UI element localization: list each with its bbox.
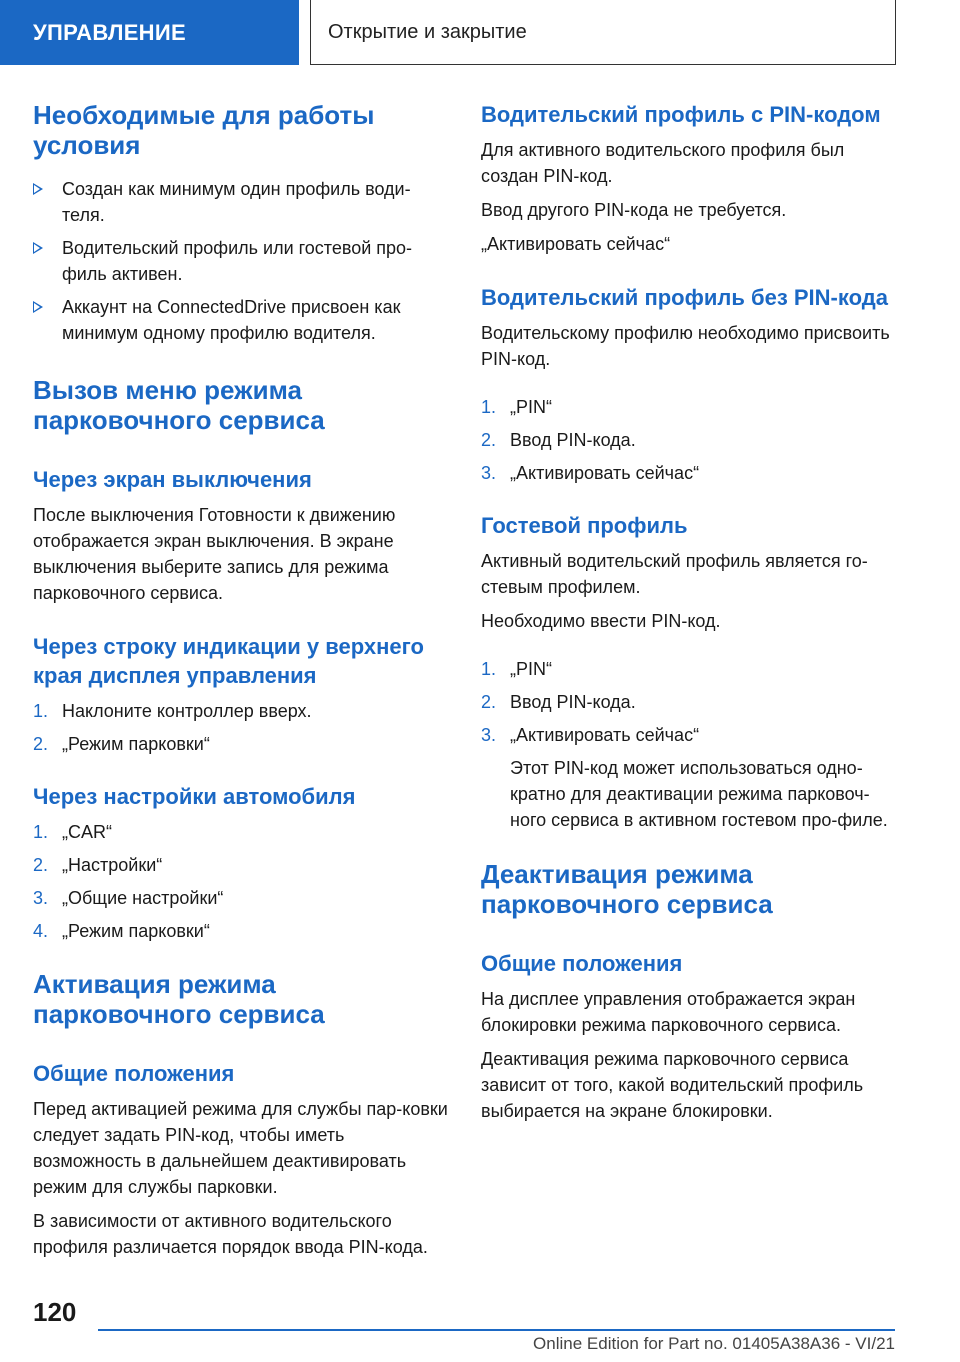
requirements-heading: Необходимые для работы условия bbox=[33, 100, 375, 160]
general-paragraph: В зависимости от активного водительского профиля различается порядок ввода PIN-кода. bbox=[33, 1211, 428, 1257]
step-item: 2. Ввод PIN-кода. bbox=[481, 689, 901, 715]
step-number: 2. bbox=[481, 692, 497, 712]
guest-profile-text: Активный водительский профиль является го-стевым профилем. bbox=[481, 551, 868, 597]
pin-profile-text: Ввод другого PIN-кода не требуется. bbox=[481, 200, 787, 220]
step-item: 1. „PIN“ bbox=[481, 394, 901, 420]
step-item: 4. „Режим парковки“ bbox=[33, 918, 453, 944]
guest-profile-text: Необходимо ввести PIN-код. bbox=[481, 611, 721, 631]
general-paragraph: Перед активацией режима для службы пар-ковки следует задать PIN-код, чтобы иметь возможность в дальнейшем деактивировать режим для службы парковки. bbox=[33, 1099, 448, 1197]
status-bar-heading: Через строку индикации у верхнего края дисплея управления bbox=[33, 634, 424, 688]
step-item: 3. „Активировать сейчас“ bbox=[481, 722, 901, 748]
shutdown-screen-heading: Через экран выключения bbox=[33, 467, 312, 492]
shutdown-screen-text: После выключения Готовности к движению отображается экран выключения. В экране выключения выберите запись для режима парковочного сервиса. bbox=[33, 505, 396, 603]
pin-profile-text: Для активного водительского профиля был создан PIN-код. bbox=[481, 140, 845, 186]
deactivation-paragraph: Деактивация режима парковочного сервиса зависит от того, какой водительский профиль выбирается на экране блокировки. bbox=[481, 1049, 864, 1121]
chapter-title: Открытие и закрытие bbox=[310, 0, 896, 65]
step-item: 2. „Режим парковки“ bbox=[33, 731, 453, 757]
requirement-item: Водительский профиль или гостевой про-филь активен. bbox=[33, 235, 453, 287]
edition-note: Online Edition for Part no. 01405A38A36 - VI/21 bbox=[533, 1334, 895, 1353]
no-pin-profile-heading: Водительский профиль без PIN-кода bbox=[481, 285, 888, 310]
guest-note: Этот PIN-код может использоваться одно-кратно для деактивации режима парковоч-ного сервиса в активном гостевом про-филе. bbox=[510, 758, 888, 830]
step-number: 1. bbox=[33, 701, 49, 721]
pin-profile-text: „Активировать сейчас“ bbox=[481, 234, 671, 254]
step-number: 2. bbox=[481, 430, 497, 450]
step-number: 3. bbox=[33, 888, 49, 908]
triangle-bullet-icon bbox=[33, 242, 43, 254]
deactivation-heading: Деактивация режима парковочного сервиса bbox=[481, 859, 773, 919]
left-column bbox=[33, 100, 453, 1268]
step-number: 3. bbox=[481, 725, 497, 745]
requirement-item: Создан как минимум один профиль води-теля. bbox=[33, 176, 453, 228]
step-item: 1. „CAR“ bbox=[33, 819, 453, 845]
menu-call-heading: Вызов меню режима парковочного сервиса bbox=[33, 375, 325, 435]
activation-heading: Активация режима парковочного сервиса bbox=[33, 969, 325, 1029]
page-number: 120 bbox=[33, 1297, 77, 1327]
step-item: 3. „Активировать сейчас“ bbox=[481, 460, 901, 486]
general-heading: Общие положения bbox=[33, 1061, 235, 1086]
triangle-bullet-icon bbox=[33, 301, 43, 313]
step-number: 2. bbox=[33, 734, 49, 754]
step-item: 1. „PIN“ bbox=[481, 656, 901, 682]
step-item: 3. „Общие настройки“ bbox=[33, 885, 453, 911]
step-number: 2. bbox=[33, 855, 49, 875]
step-item: 1. Наклоните контроллер вверх. bbox=[33, 698, 453, 724]
step-number: 1. bbox=[481, 397, 497, 417]
step-number: 3. bbox=[481, 463, 497, 483]
no-pin-profile-text: Водительскому профилю необходимо присвоить PIN-код. bbox=[481, 323, 890, 369]
requirement-item: Аккаунт на ConnectedDrive присвоен как минимум одному профилю водителя. bbox=[33, 294, 453, 346]
step-number: 4. bbox=[33, 921, 49, 941]
deactivation-paragraph: На дисплее управления отображается экран блокировки режима парковочного сервиса. bbox=[481, 989, 856, 1035]
right-column bbox=[481, 100, 901, 1132]
deactivation-general-heading: Общие положения bbox=[481, 951, 683, 976]
step-item: 2. Ввод PIN-кода. bbox=[481, 427, 901, 453]
triangle-bullet-icon bbox=[33, 183, 43, 195]
section-tab: УПРАВЛЕНИЕ bbox=[0, 0, 299, 65]
step-number: 1. bbox=[481, 659, 497, 679]
step-number: 1. bbox=[33, 822, 49, 842]
footer-divider bbox=[98, 1329, 895, 1331]
guest-profile-heading: Гостевой профиль bbox=[481, 513, 688, 538]
vehicle-settings-heading: Через настройки автомобиля bbox=[33, 784, 356, 809]
step-item: 2. „Настройки“ bbox=[33, 852, 453, 878]
pin-profile-heading: Водительский профиль с PIN-кодом bbox=[481, 102, 881, 127]
